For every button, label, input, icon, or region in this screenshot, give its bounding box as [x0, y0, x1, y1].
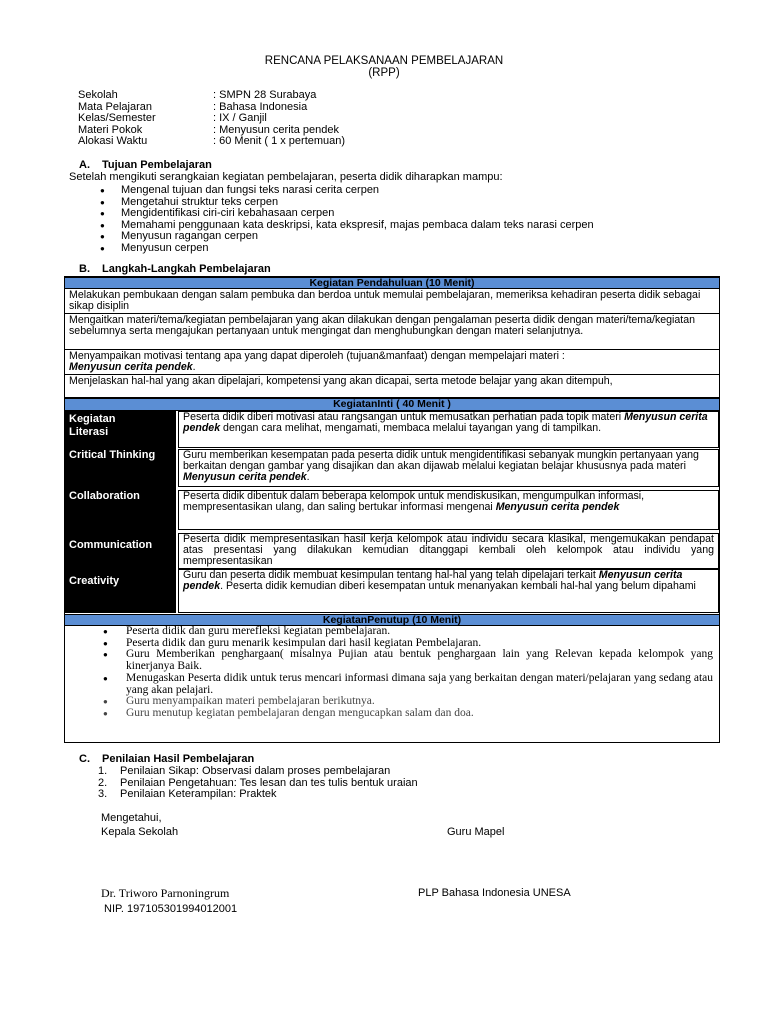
right-signatory-name: PLP Bahasa Indonesia UNESA	[418, 887, 571, 899]
right-role: Guru Mapel	[447, 826, 505, 838]
list-item: ● Mengenal tujuan dan fungsi teks narasi cerita cerpen	[96, 185, 594, 197]
list-item: ● Guru Memberikan penghargaan( misalnya Pujian atau bentuk penghargaan lain yang Relevan kepada kelompok yang kinerjanya Baik.	[65, 649, 719, 672]
identity-block	[78, 90, 345, 148]
cell-collaboration: Peserta didik dibentuk dalam beberapa kelompok untuk mendiskusikan, mengumpulkan informasi, mempresentasikan ulang, dan saling bertukar informasi mengenai Menyusun cerita pendek	[178, 490, 719, 530]
left-signatory-nip: NIP. 197105301994012001	[104, 903, 238, 915]
list-item: ● Memahami penggunaan kata deskripsi, kata ekspresif, majas pembaca dalam teks narasi cerpen	[96, 220, 594, 232]
penutup-list	[65, 626, 719, 720]
list-item: 1. Penilaian Sikap: Observasi dalam proses pembelajaran	[98, 765, 391, 777]
inti-labels-column	[65, 411, 176, 613]
label-collaboration: Collaboration	[69, 490, 140, 502]
cell-creativity: Guru dan peserta didik membuat kesimpulan tentang hal-hal yang telah dipelajari terkait Menyusun cerita pendek. Peserta didik kemudian diberi kesempatan untuk menanyakan kembali hal-hal yang belum dipahami	[178, 569, 719, 613]
identity-row: Mata Pelajaran : Bahasa Indonesia	[78, 100, 308, 113]
cell-communication: Peserta didik mempresentasikan hasil kerja kelompok atau individu secara klasikal, mengemukakan pendapat atas presentasi yang dilakukan kemudian ditanggapi kembali oleh kelompok atau individu yang mempresentasikan	[178, 533, 719, 569]
list-item: ● Guru menyampaikan materi pembelajaran berikutnya.	[65, 696, 719, 708]
mengetahui-label: Mengetahui,	[101, 812, 162, 824]
table-row: Menjelaskan hal-hal yang akan dipelajari, kompetensi yang akan dicapai, serta metode belajar yang akan ditempuh,	[65, 375, 719, 398]
activities-table	[64, 276, 720, 743]
list-item: ● Guru menutup kegiatan pembelajaran dengan mengucapkan salam dan doa.	[65, 708, 719, 720]
inti-header: KegiatanInti ( 40 Menit )	[65, 398, 719, 411]
identity-row: Sekolah : SMPN 28 Surabaya	[78, 89, 317, 101]
left-role: Kepala Sekolah	[101, 826, 179, 838]
list-item: ● Peserta didik dan guru merefleksi kegiatan pembelajaran.	[65, 626, 719, 638]
identity-row: Alokasi Waktu : 60 Menit ( 1 x pertemuan)	[78, 135, 346, 148]
document-subtitle: (RPP)	[368, 67, 400, 79]
identity-row: Kelas/Semester : IX / Ganjil	[78, 112, 267, 125]
list-item: 2. Penilaian Pengetahuan: Tes lesan dan tes tulis bentuk uraian	[98, 776, 418, 789]
list-item: ● Peserta didik dan guru menarik kesimpulan dari hasil kegiatan Pembelajaran.	[65, 638, 719, 650]
table-row: Menyampaikan motivasi tentang apa yang dapat diperoleh (tujuan&manfaat) dengan mempelajari materi : Menyusun cerita pendek.	[65, 350, 719, 375]
penutup-header: KegiatanPenutup (10 Menit)	[65, 614, 719, 626]
list-item: ● Menyusun cerpen	[96, 243, 594, 255]
pendahuluan-header: Kegiatan Pendahuluan (10 Menit)	[65, 277, 719, 289]
section-a-intro: Setelah mengikuti serangkaian kegiatan pembelajaran, peserta didik diharapkan mampu:	[69, 171, 503, 183]
table-row: Melakukan pembukaan dengan salam pembuka dan berdoa untuk memulai pembelajaran, memeriksa kehadiran peserta didik sebagai sikap disiplin	[65, 289, 719, 314]
section-a-heading: A. Tujuan Pembelajaran	[79, 159, 212, 171]
identity-row: Materi Pokok : Menyusun cerita pendek	[78, 123, 339, 136]
cell-literasi: Peserta didik diberi motivasi atau rangsangan untuk memusatkan perhatian pada topik materi Menyusun cerita pendek dengan cara melihat, mengamati, membaca melalui tayangan yang di tampilkan.	[178, 411, 719, 448]
list-item: 3. Penilaian Keterampilan: Praktek	[98, 788, 277, 801]
list-item: ● Mengidentifikasi ciri-ciri kebahasaan cerpen	[96, 208, 594, 220]
objectives-list	[96, 185, 594, 254]
left-signatory-name: Dr. Triworo Parnoningrum	[101, 886, 230, 900]
section-c-heading: C. Penilaian Hasil Pembelajaran	[79, 753, 255, 765]
label-creativity: Creativity	[69, 575, 120, 587]
table-row: Mengaitkan materi/tema/kegiatan pembelajaran yang akan dilakukan dengan pengalaman peserta didik dengan materi/tema/kegiatan sebelumnya serta mengajukan pertanyaan untuk mengingat dan menghubungkan dengan materi selanjutnya.	[65, 314, 719, 350]
label-critical-thinking: Critical Thinking	[69, 449, 156, 461]
assessment-list	[98, 766, 418, 801]
list-item: ● Mengetahui struktur teks cerpen	[96, 197, 594, 209]
cell-critical-thinking: Guru memberikan kesempatan pada peserta didik untuk mengidentifikasi sebanyak mungkin pertanyaan yang berkaitan dengan gambar yang disajikan dan akan dijawab melalui kegiatan belajar khususnya pada materi Menyusun cerita pendek.	[178, 449, 719, 487]
section-b-heading: B. Langkah-Langkah Pembelajaran	[79, 263, 271, 275]
label-communication: Communication	[69, 539, 153, 551]
list-item: ● Menugaskan Peserta didik untuk terus mencari informasi dimana saja yang berkaitan dengan materi/pelajaran yang sedang atau yang akan pelajari.	[65, 673, 719, 696]
label-literasi: Kegiatan Literasi	[69, 413, 116, 438]
list-item: ● Menyusun ragangan cerpen	[96, 231, 594, 243]
document-title: RENCANA PELAKSANAAN PEMBELAJARAN	[264, 55, 504, 67]
